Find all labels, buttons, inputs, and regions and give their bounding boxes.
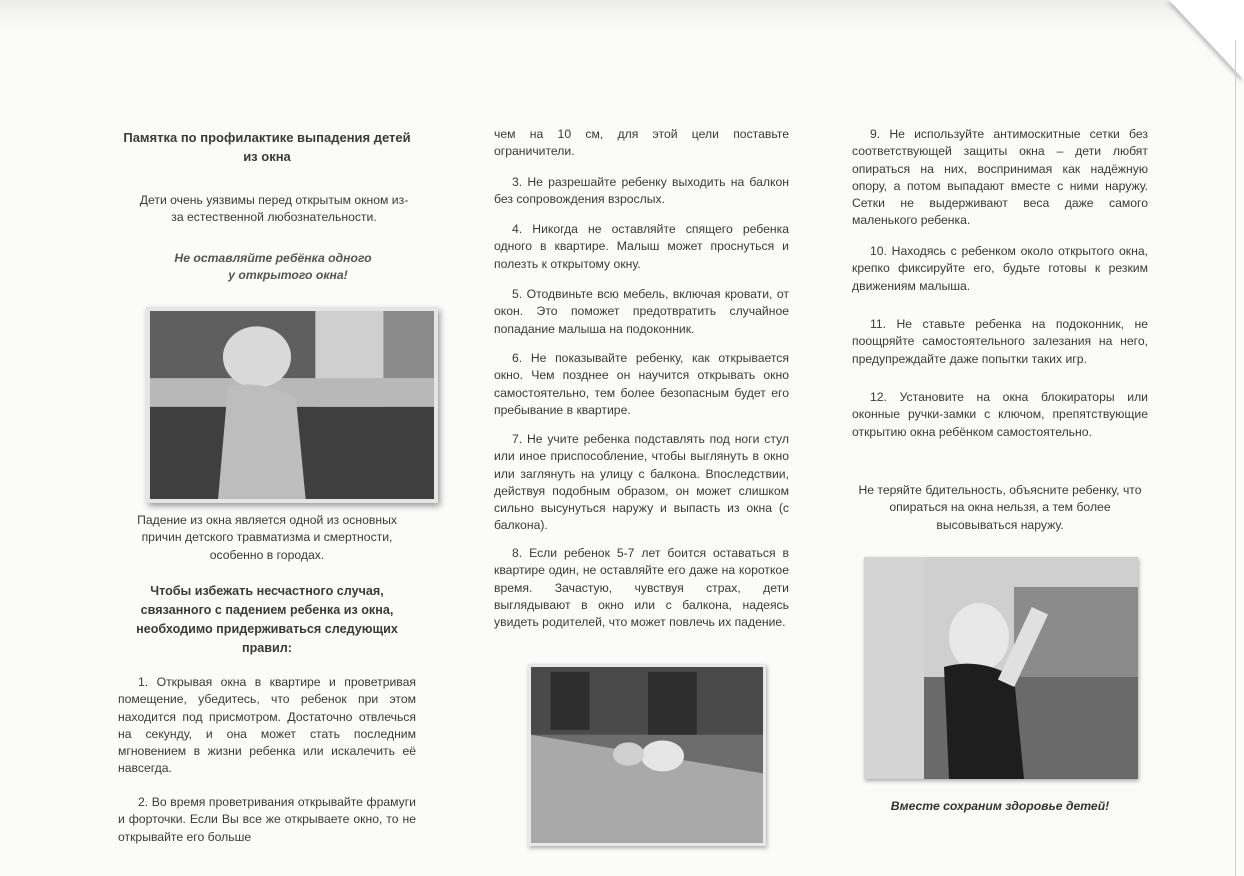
scan-top-shadow <box>0 0 1244 30</box>
folded-corner <box>1169 0 1244 80</box>
rule-9: 9. Не используйте антимоскитные сетки без соответствующей защиты окна – дети любят опираться на них, воспринимая как надёжную опору, а потом выпадают вместе с ними наружу. Сетки не выдерживают веса даже самого маленького ребенка. <box>852 127 1148 228</box>
page-edge <box>1235 40 1236 876</box>
rule-11: 11. Не ставьте ребенка на подоконник, не поощряйте самостоятельного залезания на него, предупреждайте даже попытки таких игр. <box>852 317 1148 366</box>
rule-12: 12. Установите на окна блокираторы или оконные ручки-замки с ключом, препятствующие открытию окна ребёнком самостоятельно. <box>852 390 1148 439</box>
rule-8: 8. Если ребенок 5-7 лет боится оставаться в квартире один, не оставляйте его даже на короткое время. Зачастую, чувствуя страх, дети выглядывают в окно или с балкона, надеясь увидеть родителей, что может повлечь их падение. <box>494 546 789 630</box>
intro-text: Дети очень уязвимы перед открытым окном из-за естественной любознательности. <box>139 193 409 225</box>
rule-7: 7. Не учите ребенка подставлять под ноги стул или иное приспособление, чтобы выглянуть в окно или заглянуть на улицу с балкона. Впоследствии, действуя подобным образом, он может слишком сильно высунуться наружу и выпасть из окна (с балкона). <box>494 432 789 533</box>
rule-10: 10. Находясь с ребенком около открытого окна, крепко фиксируйте его, будьте готовы к резким движениям малыша. <box>852 244 1148 293</box>
leaflet-title: Памятка по профилактике выпадения детей из окна <box>123 130 411 164</box>
warning-line-2: у открытого окна! <box>228 268 348 282</box>
vigilance-text: Не теряйте бдительность, объясните ребенку, что опираться на окна нельзя, а тем более высовываться наружу. <box>858 483 1142 532</box>
rule-1: 1. Открывая окна в квартире и проветривая помещение, убедитесь, что ребенок при этом находится под присмотром. Достаточно отвлечься на секунду, и она может стать последним мгновением в жизни ребенка или искалечить её навсегда. <box>118 675 416 776</box>
closing-slogan: Вместе сохраним здоровье детей! <box>890 799 1110 813</box>
warning-line-1: Не оставляйте ребёнка одного <box>174 251 372 265</box>
rule-4: 4. Никогда не оставляйте спящего ребенка одного в квартире. Малыш может проснуться и полезть к открытому окну. <box>494 222 789 271</box>
photo-cat-on-balcony <box>528 664 766 846</box>
rules-heading: Чтобы избежать несчастного случая, связанного с падением ребенка из окна, необходимо придерживаться следующих правил: <box>136 584 398 655</box>
fall-text: Падение из окна является одной из основных причин детского травматизма и смертности, особенно в городах. <box>137 513 397 562</box>
rule-3: 3. Не разрешайте ребенку выходить на балкон без сопровождения взрослых. <box>494 175 789 207</box>
rule-2: 2. Во время проветривания открывайте фрамуги и форточки. Если Вы все же открываете окно, то не открывайте его больше <box>118 795 416 844</box>
photo-toddler-at-window <box>864 557 1138 779</box>
rule-6: 6. Не показывайте ребенку, как открывается окно. Чем позднее он научится открывать окно самостоятельно, тем более безопасным будет его пребывание в квартире. <box>494 351 789 417</box>
rule-5: 5. Отодвиньте всю мебель, включая кровати, от окон. Это поможет предотвратить случайное попадание малыша на подоконник. <box>494 287 789 336</box>
photo-child-at-window <box>146 307 438 503</box>
rule-2-continued: чем на 10 см, для этой цели поставьте ограничители. <box>494 127 789 159</box>
